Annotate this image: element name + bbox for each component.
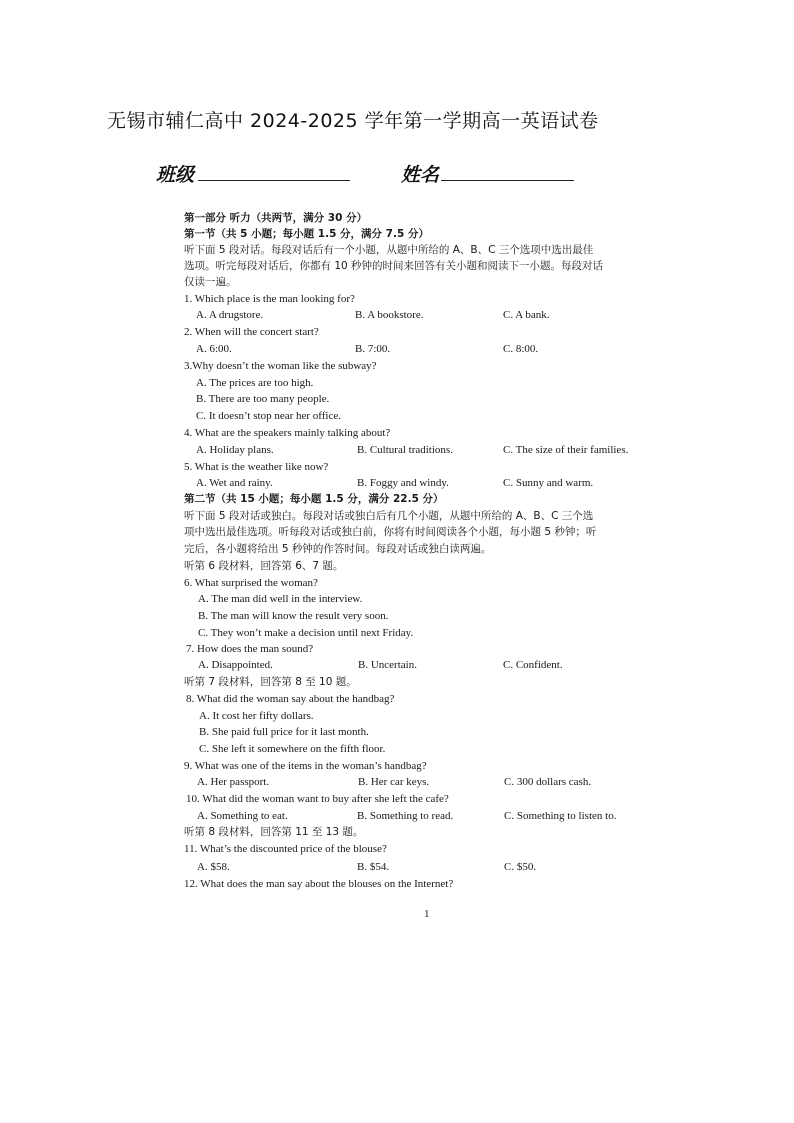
- q2-option-b[interactable]: B. 7:00.: [355, 343, 391, 355]
- question-10: 10. What did the woman want to buy after she left the cafe?: [186, 793, 449, 805]
- page-number: 1: [424, 908, 430, 920]
- q9-option-c[interactable]: C. 300 dollars cash.: [504, 776, 592, 788]
- q10-option-a[interactable]: A. Something to eat.: [197, 810, 288, 822]
- q9-option-b[interactable]: B. Her car keys.: [358, 776, 430, 788]
- q1-option-c[interactable]: C. A bank.: [503, 309, 550, 321]
- section2-heading: 第二节（共 15 小题；每小题 1.5 分，满分 22.5 分）: [184, 493, 444, 505]
- q4-option-c[interactable]: C. The size of their families.: [503, 444, 629, 456]
- q9-option-a[interactable]: A. Her passport.: [197, 776, 270, 788]
- question-7: 7. How does the man sound?: [186, 643, 314, 655]
- q3-option-a[interactable]: A. The prices are too high.: [196, 377, 314, 389]
- q3-option-c[interactable]: C. It doesn’t stop near her office.: [196, 410, 341, 422]
- q6-option-b[interactable]: B. The man will know the result very soon.: [198, 610, 389, 622]
- q10-option-b[interactable]: B. Something to read.: [357, 810, 454, 822]
- class-blank[interactable]: [198, 180, 350, 181]
- question-3: 3.Why doesn’t the woman like the subway?: [184, 360, 377, 372]
- question-8: 8. What did the woman say about the handbag?: [186, 693, 395, 705]
- name-blank[interactable]: [441, 180, 574, 181]
- q3-option-b[interactable]: B. There are too many people.: [196, 393, 330, 405]
- q2-option-c[interactable]: C. 8:00.: [503, 343, 539, 355]
- section2-instructions-line: 项中选出最佳选项。听每段对话或独白前，你将有时间阅读各个小题，每小题 5 秒钟；听: [184, 526, 597, 538]
- q5-option-a[interactable]: A. Wet and rainy.: [196, 477, 273, 489]
- q11-option-a[interactable]: A. $58.: [197, 861, 230, 873]
- q2-option-a[interactable]: A. 6:00.: [196, 343, 232, 355]
- q7-option-c[interactable]: C. Confident.: [503, 659, 563, 671]
- section1-instructions-line: 仅读一遍。: [184, 276, 237, 288]
- q10-option-c[interactable]: C. Something to listen to.: [504, 810, 617, 822]
- q11-option-c[interactable]: C. $50.: [504, 861, 537, 873]
- question-4: 4. What are the speakers mainly talking about?: [184, 427, 391, 439]
- q11-option-b[interactable]: B. $54.: [357, 861, 390, 873]
- q7-option-a[interactable]: A. Disappointed.: [198, 659, 273, 671]
- q1-option-b[interactable]: B. A bookstore.: [355, 309, 424, 321]
- section1-instructions-line: 选项。听完每段对话后，你都有 10 秒钟的时间来回答有关小题和阅读下一小题。每段对话: [184, 260, 604, 272]
- q4-option-a[interactable]: A. Holiday plans.: [196, 444, 274, 456]
- q8-option-b[interactable]: B. She paid full price for it last month.: [199, 726, 369, 738]
- material-8-instruction: 听第 8 段材料，回答第 11 至 13 题。: [184, 826, 364, 838]
- q4-option-b[interactable]: B. Cultural traditions.: [357, 444, 453, 456]
- question-11: 11. What’s the discounted price of the blouse?: [184, 843, 387, 855]
- section2-instructions-line: 完后，各小题将给出 5 秒钟的作答时间。每段对话或独白读两遍。: [184, 543, 492, 555]
- question-5: 5. What is the weather like now?: [184, 461, 329, 473]
- q5-option-b[interactable]: B. Foggy and windy.: [357, 477, 449, 489]
- question-1: 1. Which place is the man looking for?: [184, 293, 355, 305]
- material-7-instruction: 听第 7 段材料，回答第 8 至 10 题。: [184, 676, 357, 688]
- exam-title: 无锡市辅仁高中 2024-2025 学年第一学期高一英语试卷: [107, 110, 599, 132]
- q5-option-c[interactable]: C. Sunny and warm.: [503, 477, 594, 489]
- q8-option-a[interactable]: A. It cost her fifty dollars.: [199, 710, 314, 722]
- question-12: 12. What does the man say about the blouses on the Internet?: [184, 878, 454, 890]
- q1-option-a[interactable]: A. A drugstore.: [196, 309, 264, 321]
- section1-heading: 第一节（共 5 小题；每小题 1.5 分，满分 7.5 分）: [184, 228, 429, 240]
- q8-option-c[interactable]: C. She left it somewhere on the fifth floor.: [199, 743, 386, 755]
- q7-option-b[interactable]: B. Uncertain.: [358, 659, 417, 671]
- class-label: 班级: [156, 164, 195, 186]
- section1-instructions-line: 听下面 5 段对话。每段对话后有一个小题，从题中所给的 A、B、C 三个选项中选出最佳: [184, 244, 594, 256]
- question-6: 6. What surprised the woman?: [184, 577, 318, 589]
- question-9: 9. What was one of the items in the woman’s handbag?: [184, 760, 427, 772]
- question-2: 2. When will the concert start?: [184, 326, 319, 338]
- part1-heading: 第一部分 听力（共两节，满分 30 分）: [184, 212, 368, 224]
- section2-instructions-line: 听下面 5 段对话或独白。每段对话或独白后有几个小题，从题中所给的 A、B、C 三个选: [184, 510, 594, 522]
- material-6-instruction: 听第 6 段材料，回答第 6、7 题。: [184, 560, 344, 572]
- q6-option-a[interactable]: A. The man did well in the interview.: [198, 593, 363, 605]
- q6-option-c[interactable]: C. They won’t make a decision until next Friday.: [198, 627, 414, 639]
- name-label: 姓名: [401, 164, 440, 186]
